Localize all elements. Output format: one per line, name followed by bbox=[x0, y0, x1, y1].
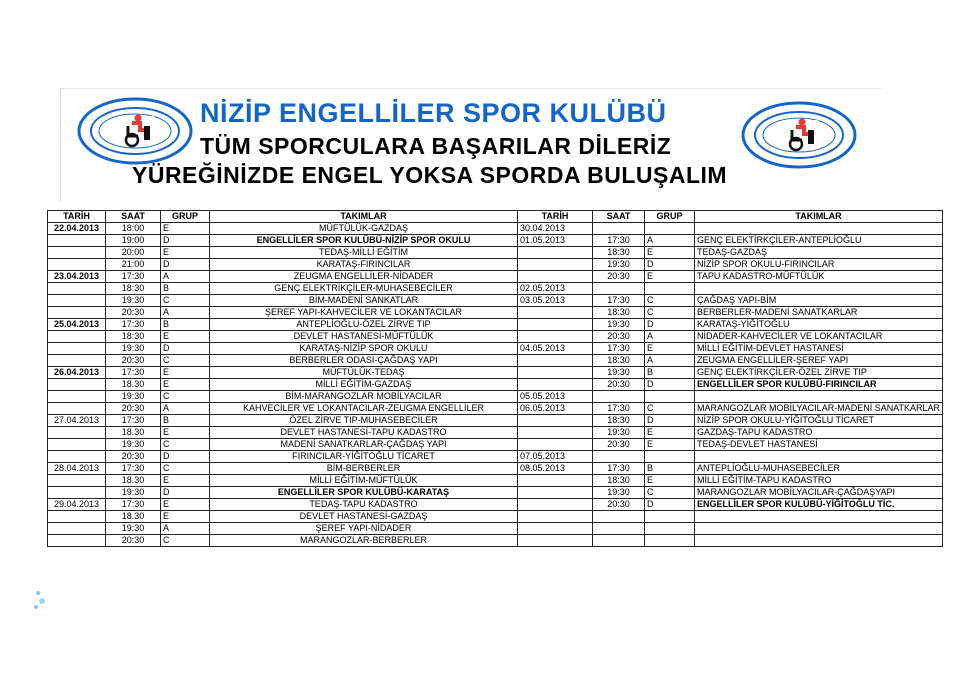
group-cell-right: E bbox=[645, 271, 695, 283]
teams-cell: ENGELLİLER SPOR KULÜBÜ-KARATAŞ bbox=[210, 487, 518, 499]
group-cell: E bbox=[161, 511, 210, 523]
teams-cell-right: ENGELLİLER SPOR KULÜBÜ-FIRINCILAR bbox=[695, 379, 943, 391]
time-cell-right: 17:30 bbox=[593, 463, 645, 475]
group-cell: D bbox=[161, 235, 210, 247]
time-cell-right: 19:30 bbox=[593, 367, 645, 379]
date-cell: 27.04.2013 bbox=[48, 415, 106, 427]
group-cell-right: C bbox=[645, 295, 695, 307]
time-cell: 20:00 bbox=[106, 247, 161, 259]
group-cell-right: D bbox=[645, 499, 695, 511]
date-cell bbox=[48, 343, 106, 355]
table-row bbox=[48, 307, 943, 319]
group-cell: C bbox=[161, 295, 210, 307]
group-cell-right: C bbox=[645, 487, 695, 499]
date-cell bbox=[48, 379, 106, 391]
teams-cell-right: NİZİP SPOR OKULU-YİĞİTOĞLU TİCARET bbox=[695, 415, 943, 427]
time-cell-right: 17:30 bbox=[593, 235, 645, 247]
table-row bbox=[48, 487, 943, 499]
date-cell: 26.04.2013 bbox=[48, 367, 106, 379]
date-cell-right bbox=[518, 367, 593, 379]
slogan: YÜREĞİNİZDE ENGEL YOKSA SPORDA BULUŞALIM bbox=[132, 162, 728, 188]
time-cell: 18:30 bbox=[106, 331, 161, 343]
date-cell-right bbox=[518, 439, 593, 451]
teams-cell: BİM-BERBERLER bbox=[210, 463, 518, 475]
teams-cell-right: ZEUGMA ENGELLİLER-ŞEREF YAPI bbox=[695, 355, 943, 367]
time-cell-right: 19:30 bbox=[593, 427, 645, 439]
teams-cell: MÜFTÜLÜK-GAZDAŞ bbox=[210, 223, 518, 235]
teams-cell: BİM-MARANGOZLAR MOBİLYACILAR bbox=[210, 391, 518, 403]
group-cell: C bbox=[161, 535, 210, 547]
group-cell-right: C bbox=[645, 403, 695, 415]
teams-cell: KARATAŞ-NİZİP SPOR OKULU bbox=[210, 343, 518, 355]
time-cell-right: 19:30 bbox=[593, 259, 645, 271]
table-header-row bbox=[48, 211, 943, 223]
column-header-teams-right: TAKIMLAR bbox=[695, 211, 943, 223]
teams-cell: MİLLİ EĞİTİM-MÜFTÜLÜK bbox=[210, 475, 518, 487]
group-cell-right: B bbox=[645, 463, 695, 475]
column-header-time-right: SAAT bbox=[593, 211, 645, 223]
time-cell: 17:30 bbox=[106, 271, 161, 283]
date-cell bbox=[48, 307, 106, 319]
column-header-date-right: TARİH bbox=[518, 211, 593, 223]
date-cell bbox=[48, 475, 106, 487]
time-cell: 18:30 bbox=[106, 283, 161, 295]
date-cell bbox=[48, 535, 106, 547]
group-cell: C bbox=[161, 391, 210, 403]
date-cell bbox=[48, 247, 106, 259]
group-cell: E bbox=[161, 427, 210, 439]
time-cell-right bbox=[593, 511, 645, 523]
table-row bbox=[48, 355, 943, 367]
time-cell-right: 19:30 bbox=[593, 319, 645, 331]
table-row bbox=[48, 247, 943, 259]
teams-cell: ŞEREF YAPI-KAHVECİLER VE LOKANTACILAR bbox=[210, 307, 518, 319]
date-cell bbox=[48, 439, 106, 451]
date-cell bbox=[48, 403, 106, 415]
table-row bbox=[48, 463, 943, 475]
teams-cell: KAHVECİLER VE LOKANTACILAR-ZEUGMA ENGELLİLER bbox=[210, 403, 518, 415]
date-cell bbox=[48, 427, 106, 439]
group-cell: A bbox=[161, 403, 210, 415]
group-cell: E bbox=[161, 247, 210, 259]
table-row bbox=[48, 343, 943, 355]
teams-cell-right: NİDADER-KAHVECİLER VE LOKANTACILAR bbox=[695, 331, 943, 343]
match-schedule-table bbox=[47, 210, 943, 547]
time-cell: 17:30 bbox=[106, 463, 161, 475]
group-cell: B bbox=[161, 319, 210, 331]
time-cell-right bbox=[593, 283, 645, 295]
time-cell-right: 18:30 bbox=[593, 415, 645, 427]
date-cell-right: 05.05.2013 bbox=[518, 391, 593, 403]
date-cell-right bbox=[518, 271, 593, 283]
time-cell: 19:30 bbox=[106, 343, 161, 355]
teams-cell: MİLLİ EĞİTİM-GAZDAŞ bbox=[210, 379, 518, 391]
time-cell-right bbox=[593, 391, 645, 403]
table-row bbox=[48, 523, 943, 535]
time-cell: 18.30 bbox=[106, 379, 161, 391]
teams-cell: BERBERLER ODASI-ÇAĞDAŞ YAPI bbox=[210, 355, 518, 367]
teams-cell: MADENİ SANATKARLAR-ÇAĞDAŞ YAPI bbox=[210, 439, 518, 451]
time-cell: 19:30 bbox=[106, 523, 161, 535]
teams-cell: ŞEREF YAPI-NİDADER bbox=[210, 523, 518, 535]
group-cell: A bbox=[161, 523, 210, 535]
group-cell: C bbox=[161, 355, 210, 367]
group-cell: D bbox=[161, 343, 210, 355]
group-cell-right bbox=[645, 391, 695, 403]
group-cell-right bbox=[645, 283, 695, 295]
time-cell-right: 18:30 bbox=[593, 475, 645, 487]
date-cell bbox=[48, 235, 106, 247]
table-row bbox=[48, 379, 943, 391]
date-cell-right: 07.05.2013 bbox=[518, 451, 593, 463]
group-cell-right: B bbox=[645, 367, 695, 379]
teams-cell: KARATAŞ-FIRINCILAR bbox=[210, 259, 518, 271]
teams-cell: ANTEPLİOĞLU-ÖZEL ZİRVE TIP bbox=[210, 319, 518, 331]
time-cell-right: 20:30 bbox=[593, 331, 645, 343]
time-cell: 20:30 bbox=[106, 451, 161, 463]
date-cell bbox=[48, 511, 106, 523]
teams-cell: MÜFTÜLÜK-TEDAŞ bbox=[210, 367, 518, 379]
club-logo-right bbox=[740, 100, 858, 170]
group-cell-right bbox=[645, 223, 695, 235]
date-cell: 22.04.2013 bbox=[48, 223, 106, 235]
group-cell-right bbox=[645, 511, 695, 523]
time-cell-right bbox=[593, 523, 645, 535]
date-cell-right bbox=[518, 487, 593, 499]
teams-cell-right: MARANGOZLAR MOBİLYACILAR-ÇAĞDAŞYAPI bbox=[695, 487, 943, 499]
table-row bbox=[48, 235, 943, 247]
date-cell-right bbox=[518, 307, 593, 319]
teams-cell: TEDAŞ-TAPU KADASTRO bbox=[210, 499, 518, 511]
time-cell: 17:30 bbox=[106, 367, 161, 379]
group-cell: E bbox=[161, 331, 210, 343]
column-header-time: SAAT bbox=[106, 211, 161, 223]
teams-cell: GENÇ ELEKTRİKÇİLER-MUHASEBECİLER bbox=[210, 283, 518, 295]
greeting-subtitle: TÜM SPORCULARA BAŞARILAR DİLERİZ bbox=[200, 133, 672, 159]
group-cell-right: A bbox=[645, 235, 695, 247]
time-cell-right: 18:30 bbox=[593, 307, 645, 319]
date-cell-right: 06.05.2013 bbox=[518, 403, 593, 415]
table-row bbox=[48, 415, 943, 427]
date-cell-right bbox=[518, 331, 593, 343]
time-cell: 19:30 bbox=[106, 487, 161, 499]
group-cell-right: D bbox=[645, 319, 695, 331]
date-cell-right bbox=[518, 355, 593, 367]
group-cell: D bbox=[161, 259, 210, 271]
wheelchair-emblem-icon bbox=[740, 100, 858, 170]
date-cell-right bbox=[518, 379, 593, 391]
date-cell-right bbox=[518, 511, 593, 523]
group-cell-right: E bbox=[645, 427, 695, 439]
date-cell bbox=[48, 391, 106, 403]
column-header-group: GRUP bbox=[161, 211, 210, 223]
teams-cell: DEVLET HASTANESİ-MÜFTÜLÜK bbox=[210, 331, 518, 343]
group-cell: E bbox=[161, 475, 210, 487]
date-cell-right bbox=[518, 427, 593, 439]
teams-cell-right: BERBERLER-MADENİ SANATKARLAR bbox=[695, 307, 943, 319]
date-cell bbox=[48, 331, 106, 343]
teams-cell-right: GENÇ ELEKTİRKÇİLER-ANTEPLİOĞLU bbox=[695, 235, 943, 247]
time-cell-right: 19:30 bbox=[593, 487, 645, 499]
group-cell-right: E bbox=[645, 475, 695, 487]
teams-cell-right: MARANGOZLAR MOBİLYACILAR-MADENİ SANATKARLAR bbox=[695, 403, 943, 415]
schedule-body bbox=[48, 223, 943, 547]
group-cell-right bbox=[645, 451, 695, 463]
group-cell: B bbox=[161, 415, 210, 427]
date-cell-right bbox=[518, 523, 593, 535]
group-cell-right: A bbox=[645, 355, 695, 367]
table-row bbox=[48, 271, 943, 283]
group-cell: D bbox=[161, 487, 210, 499]
teams-cell-right: KARATAŞ-YİĞİTOĞLU bbox=[695, 319, 943, 331]
teams-cell: DEVLET HASTANESİ-GAZDAŞ bbox=[210, 511, 518, 523]
teams-cell-right: NİZİP SPOR OKULU-FIRINCILAR bbox=[695, 259, 943, 271]
column-header-teams: TAKIMLAR bbox=[210, 211, 518, 223]
teams-cell: ÖZEL ZİRVE TIP-MUHASEBECİLER bbox=[210, 415, 518, 427]
group-cell-right bbox=[645, 535, 695, 547]
teams-cell-right: MİLLİ EĞİTİM-DEVLET HASTANESİ bbox=[695, 343, 943, 355]
time-cell: 20:30 bbox=[106, 403, 161, 415]
table-row bbox=[48, 331, 943, 343]
time-cell-right: 20:30 bbox=[593, 439, 645, 451]
group-cell-right: D bbox=[645, 259, 695, 271]
time-cell: 17:30 bbox=[106, 415, 161, 427]
group-cell: C bbox=[161, 439, 210, 451]
group-cell: C bbox=[161, 463, 210, 475]
column-header-date: TARİH bbox=[48, 211, 106, 223]
teams-cell-right: ANTEPLİOĞLU-MUHASEBECİLER bbox=[695, 463, 943, 475]
date-cell: 25.04.2013 bbox=[48, 319, 106, 331]
table-row bbox=[48, 403, 943, 415]
date-cell-right bbox=[518, 499, 593, 511]
table-row bbox=[48, 295, 943, 307]
time-cell: 19:30 bbox=[106, 295, 161, 307]
date-cell-right bbox=[518, 475, 593, 487]
table-row bbox=[48, 499, 943, 511]
group-cell-right: E bbox=[645, 439, 695, 451]
group-cell: E bbox=[161, 499, 210, 511]
wheelchair-emblem-icon bbox=[76, 96, 194, 166]
teams-cell-right: GENÇ ELEKTİRKÇİLER-ÖZEL ZİRVE TIP bbox=[695, 367, 943, 379]
date-cell-right: 08.05.2013 bbox=[518, 463, 593, 475]
table-row bbox=[48, 367, 943, 379]
group-cell-right: E bbox=[645, 247, 695, 259]
club-logo-left bbox=[76, 96, 194, 166]
table-row bbox=[48, 391, 943, 403]
teams-cell-right bbox=[695, 391, 943, 403]
teams-cell: TEDAŞ-MİLLİ EĞİTİM bbox=[210, 247, 518, 259]
group-cell-right: A bbox=[645, 331, 695, 343]
date-cell bbox=[48, 283, 106, 295]
date-cell: 23.04.2013 bbox=[48, 271, 106, 283]
table-row bbox=[48, 535, 943, 547]
teams-cell-right: TEDAŞ-GAZDAŞ bbox=[695, 247, 943, 259]
teams-cell: BİM-MADENİ SANKATLAR bbox=[210, 295, 518, 307]
date-cell-right bbox=[518, 247, 593, 259]
group-cell: E bbox=[161, 379, 210, 391]
group-cell: A bbox=[161, 271, 210, 283]
table-row bbox=[48, 451, 943, 463]
group-cell: A bbox=[161, 307, 210, 319]
date-cell bbox=[48, 295, 106, 307]
teams-cell: ENGELLİLER SPOR KULÜBÜ-NİZİP SPOR OKULU bbox=[210, 235, 518, 247]
time-cell: 17:30 bbox=[106, 319, 161, 331]
group-cell: E bbox=[161, 367, 210, 379]
date-cell-right: 01.05.2013 bbox=[518, 235, 593, 247]
date-cell-right bbox=[518, 535, 593, 547]
time-cell: 20:30 bbox=[106, 307, 161, 319]
time-cell: 18.30 bbox=[106, 427, 161, 439]
time-cell: 17:30 bbox=[106, 499, 161, 511]
time-cell: 19:30 bbox=[106, 439, 161, 451]
date-cell bbox=[48, 523, 106, 535]
date-cell-right: 03.05.2013 bbox=[518, 295, 593, 307]
time-cell: 19:30 bbox=[106, 391, 161, 403]
teams-cell-right: TEDAŞ-DEVLET HASTANESİ bbox=[695, 439, 943, 451]
date-cell bbox=[48, 487, 106, 499]
time-cell-right bbox=[593, 451, 645, 463]
time-cell: 20:30 bbox=[106, 535, 161, 547]
date-cell: 28.04.2013 bbox=[48, 463, 106, 475]
group-cell: B bbox=[161, 283, 210, 295]
group-cell-right bbox=[645, 523, 695, 535]
teams-cell: MARANGOZLAR-BERBERLER bbox=[210, 535, 518, 547]
club-title: NİZİP ENGELLİLER SPOR KULÜBÜ bbox=[200, 98, 667, 128]
teams-cell-right bbox=[695, 451, 943, 463]
time-cell-right: 18:30 bbox=[593, 247, 645, 259]
column-header-group-right: GRUP bbox=[645, 211, 695, 223]
time-cell: 18:00 bbox=[106, 223, 161, 235]
time-cell-right bbox=[593, 223, 645, 235]
teams-cell-right: ÇAĞDAŞ YAPI-BİM bbox=[695, 295, 943, 307]
group-cell-right: D bbox=[645, 415, 695, 427]
time-cell-right: 17:30 bbox=[593, 403, 645, 415]
time-cell: 21:00 bbox=[106, 259, 161, 271]
date-cell-right: 04.05.2013 bbox=[518, 343, 593, 355]
teams-cell: ZEUGMA ENGELLİLER-NİDADER bbox=[210, 271, 518, 283]
table-row bbox=[48, 223, 943, 235]
time-cell-right bbox=[593, 535, 645, 547]
table-row bbox=[48, 439, 943, 451]
teams-cell-right: ENGELLİLER SPOR KULÜBÜ-YİĞİTOĞLU TİC. bbox=[695, 499, 943, 511]
teams-cell-right bbox=[695, 223, 943, 235]
time-cell-right: 17:30 bbox=[593, 295, 645, 307]
date-cell-right bbox=[518, 319, 593, 331]
teams-cell-right bbox=[695, 511, 943, 523]
table-row bbox=[48, 427, 943, 439]
time-cell: 18.30 bbox=[106, 475, 161, 487]
table-row bbox=[48, 259, 943, 271]
date-cell bbox=[48, 355, 106, 367]
table-row bbox=[48, 475, 943, 487]
teams-cell-right: TAPU KADASTRO-MÜFTÜLÜK bbox=[695, 271, 943, 283]
teams-cell: FIRINCILAR-YİĞİTOĞLU TİCARET bbox=[210, 451, 518, 463]
time-cell: 20:30 bbox=[106, 355, 161, 367]
teams-cell-right: GAZDAŞ-TAPU KADASTRO bbox=[695, 427, 943, 439]
teams-cell-right bbox=[695, 283, 943, 295]
table-row bbox=[48, 511, 943, 523]
teams-cell-right bbox=[695, 535, 943, 547]
time-cell-right: 20:30 bbox=[593, 499, 645, 511]
teams-cell: DEVLET HASTANESİ-TAPU KADASTRO bbox=[210, 427, 518, 439]
time-cell-right: 17:30 bbox=[593, 343, 645, 355]
date-cell-right: 30.04.2013 bbox=[518, 223, 593, 235]
time-cell-right: 18:30 bbox=[593, 355, 645, 367]
group-cell-right: E bbox=[645, 343, 695, 355]
date-cell-right: 02.05.2013 bbox=[518, 283, 593, 295]
date-cell-right bbox=[518, 259, 593, 271]
teams-cell-right bbox=[695, 523, 943, 535]
group-cell-right: D bbox=[645, 379, 695, 391]
date-cell: 29.04.2013 bbox=[48, 499, 106, 511]
group-cell-right: C bbox=[645, 307, 695, 319]
teams-cell-right: MİLLİ EĞİTİM-TAPU KADASTRO bbox=[695, 475, 943, 487]
date-cell bbox=[48, 259, 106, 271]
time-cell-right: 20:30 bbox=[593, 379, 645, 391]
table-row bbox=[48, 319, 943, 331]
scan-smudge bbox=[30, 585, 50, 615]
time-cell-right: 20:30 bbox=[593, 271, 645, 283]
date-cell bbox=[48, 451, 106, 463]
table-row bbox=[48, 283, 943, 295]
group-cell: D bbox=[161, 451, 210, 463]
group-cell: E bbox=[161, 223, 210, 235]
date-cell-right bbox=[518, 415, 593, 427]
time-cell: 18.30 bbox=[106, 511, 161, 523]
time-cell: 19:00 bbox=[106, 235, 161, 247]
